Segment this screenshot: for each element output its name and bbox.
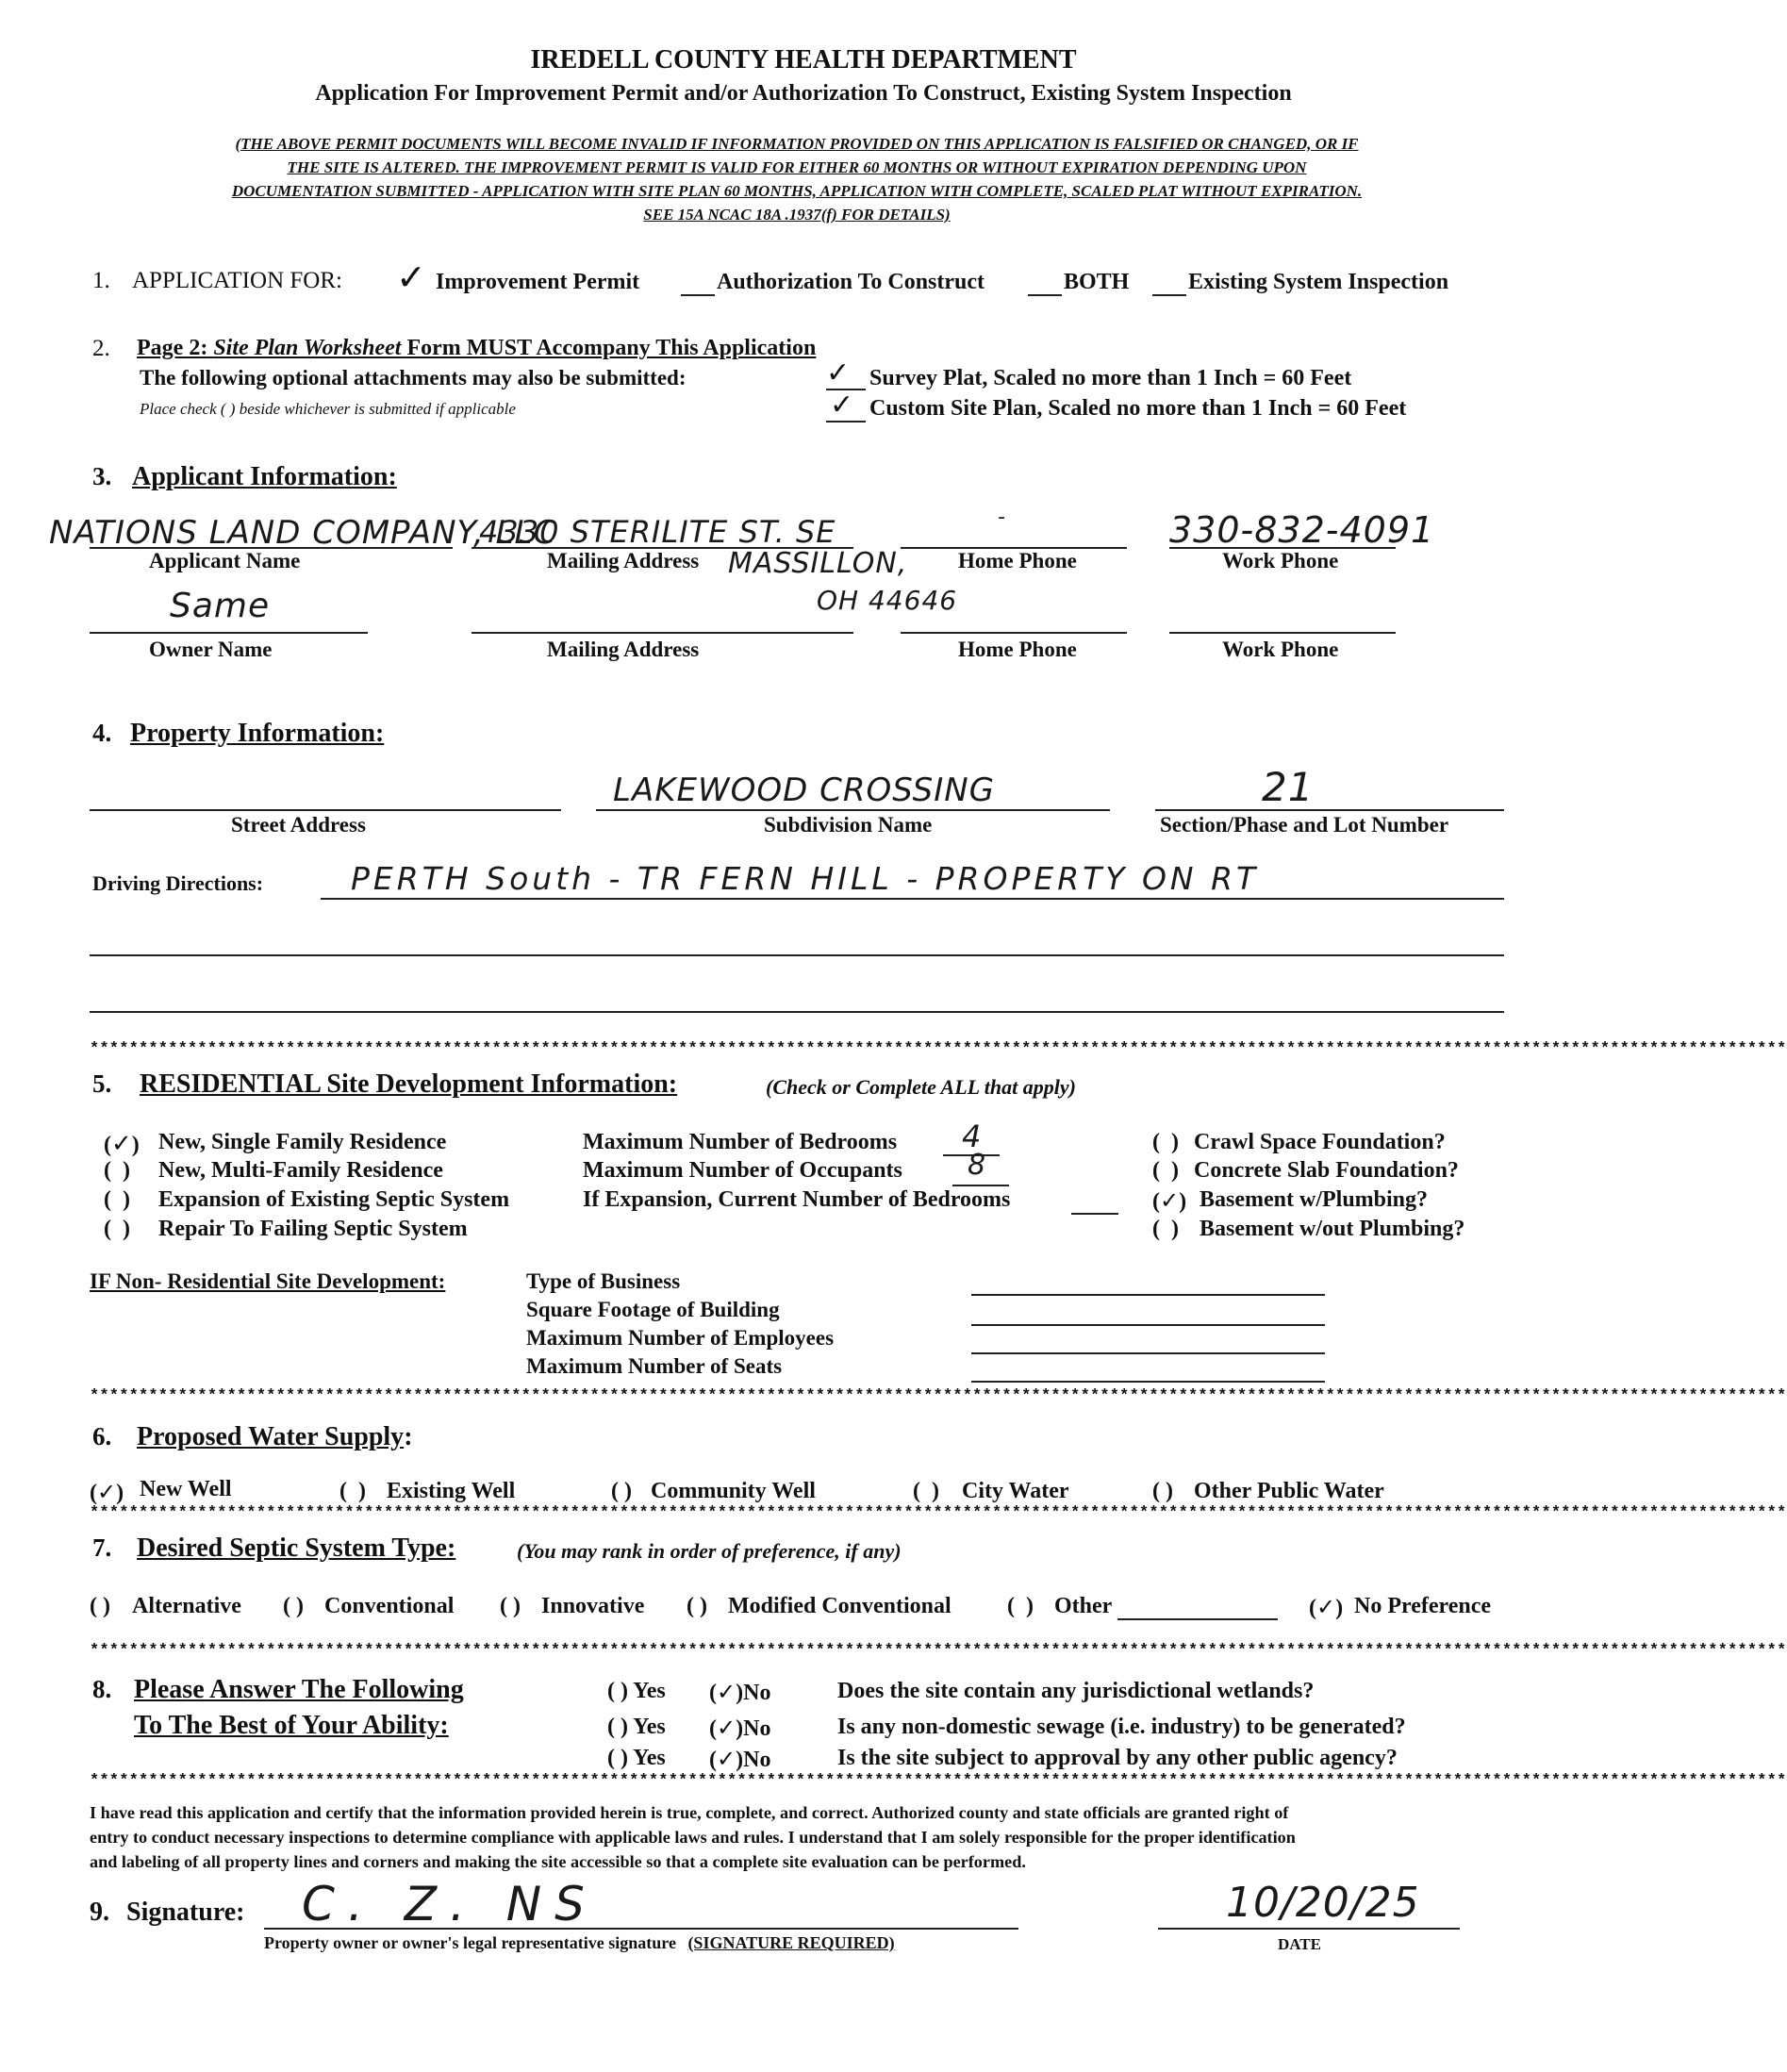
checkbox-other-public-water[interactable]: ( ) (1152, 1479, 1173, 1503)
yes-label: Yes (633, 1715, 666, 1739)
separator: ***************************************************************************************************************************************************************************** (90, 1387, 1787, 1405)
work-phone-value[interactable]: 330-832-4091 (1169, 509, 1435, 551)
checkbox-basement-no-plumbing[interactable]: ( ) (1152, 1217, 1179, 1241)
owner-name-label: Owner Name (149, 638, 273, 661)
owner-work-phone-label: Work Phone (1222, 638, 1339, 661)
type-of-business-label: Type of Business (526, 1269, 681, 1293)
questions-title-line2: To The Best of Your Ability: (134, 1711, 449, 1740)
option-existing-system-inspection[interactable]: Existing System Inspection (1188, 270, 1449, 294)
driving-directions-label: Driving Directions: (92, 871, 264, 895)
non-residential-label: IF Non- Residential Site Development: (90, 1269, 446, 1293)
basement-plumbing-check: ✓ (1160, 1187, 1180, 1214)
q1-no[interactable]: (✓)No (709, 1679, 771, 1705)
option-basement-no-plumbing: Basement w/out Plumbing? (1200, 1217, 1465, 1241)
checkbox-conventional[interactable]: ( ) (283, 1594, 304, 1618)
signature-value[interactable]: C. Z. NS (302, 1877, 598, 1931)
q2-no-check: ✓ (717, 1715, 736, 1741)
option-expansion: Expansion of Existing Septic System (158, 1187, 510, 1212)
separator: ***************************************************************************************************************************************************************************** (90, 1504, 1787, 1522)
option-both[interactable]: BOTH (1064, 270, 1130, 294)
checkbox-basement-plumbing[interactable]: (✓) (1152, 1187, 1187, 1214)
owner-home-phone-label: Home Phone (958, 638, 1077, 661)
option-community-well: Community Well (651, 1479, 816, 1503)
applicant-information-title: Applicant Information: (132, 462, 397, 491)
no-label: No (743, 1681, 771, 1705)
checkbox-repair[interactable]: ( ) (104, 1217, 130, 1241)
checkbox-modified-conventional[interactable]: ( ) (687, 1594, 707, 1618)
section-number: 3. (92, 462, 112, 490)
checkbox-innovative[interactable]: ( ) (500, 1594, 521, 1618)
signature-caption-text: Property owner or owner's legal representative signature (264, 1933, 676, 1952)
separator: ***************************************************************************************************************************************************************************** (90, 1642, 1787, 1660)
section-number: 1. (92, 268, 110, 293)
signature-caption (264, 1933, 895, 1953)
water-supply-title-text: Proposed Water Supply (137, 1422, 405, 1451)
site-plan-check[interactable]: ✓ (830, 389, 854, 422)
bedrooms-label: Maximum Number of Bedrooms (583, 1130, 898, 1154)
employees-label: Maximum Number of Employees (526, 1326, 835, 1350)
checkbox-concrete-slab[interactable]: ( ) (1152, 1158, 1179, 1183)
q2-yes[interactable]: ( ) Yes (607, 1715, 666, 1739)
occupants-value[interactable]: 8 (968, 1149, 987, 1182)
department-title: IREDELL COUNTY HEALTH DEPARTMENT (530, 45, 1077, 75)
seats-label: Maximum Number of Seats (526, 1354, 783, 1378)
checkbox-alternative[interactable]: ( ) (90, 1594, 110, 1618)
residential-note: (Check or Complete ALL that apply) (766, 1075, 1076, 1099)
option-single-family: New, Single Family Residence (158, 1130, 447, 1154)
certification-line: I have read this application and certify that the information provided herein is true, complete, and correct. Authorized county and state officials are granted right of (90, 1803, 1289, 1822)
residential-title: RESIDENTIAL Site Development Information: (140, 1069, 678, 1099)
section-number: 4. (92, 719, 112, 747)
water-supply-colon: : (404, 1422, 413, 1451)
applicant-name-value[interactable]: NATIONS LAND COMPANY, LLC (49, 514, 557, 552)
option-crawl-space: Crawl Space Foundation? (1194, 1130, 1446, 1154)
option-authorization-to-construct[interactable]: Authorization To Construct (717, 270, 985, 294)
option-new-well: New Well (140, 1477, 232, 1501)
driving-directions-value[interactable]: PERTH South - TR FERN HILL - PROPERTY ON RT (351, 860, 1260, 897)
option-no-preference: No Preference (1354, 1594, 1492, 1618)
option-modified-conventional: Modified Conventional (728, 1594, 951, 1618)
subdivision-label: Subdivision Name (764, 813, 933, 837)
signature-required: (SIGNATURE REQUIRED) (687, 1933, 895, 1952)
date-value[interactable]: 10/20/25 (1226, 1879, 1420, 1927)
q3-yes[interactable]: ( ) Yes (607, 1746, 666, 1770)
q1-no-check: ✓ (717, 1679, 736, 1705)
work-phone-label: Work Phone (1222, 549, 1339, 572)
attachment-survey-plat: Survey Plat, Scaled no more than 1 Inch = 60 Feet (869, 366, 1352, 390)
checkbox-community-well[interactable]: ( ) (611, 1479, 632, 1503)
q3-no-check: ✓ (717, 1746, 736, 1772)
checkbox-single-family[interactable]: (✓) (104, 1130, 140, 1158)
single-family-check: ✓ (111, 1130, 132, 1158)
lot-number-label: Section/Phase and Lot Number (1160, 813, 1449, 837)
option-alternative: Alternative (132, 1594, 241, 1618)
home-phone-value[interactable]: - (998, 506, 1006, 529)
checkbox-new-well[interactable]: (✓) (90, 1479, 124, 1505)
question-sewage: Is any non-domestic sewage (i.e. industry) to be generated? (837, 1715, 1406, 1739)
section-number: 2. (92, 336, 110, 361)
warning-line: (THE ABOVE PERMIT DOCUMENTS WILL BECOME INVALID IF INFORMATION PROVIDED ON THIS APPLICATION IS FALSIFIED OR CHANGED, OR IF (235, 135, 1359, 153)
checkbox-crawl-space[interactable]: ( ) (1152, 1130, 1179, 1154)
q3-no[interactable]: (✓)No (709, 1746, 771, 1772)
checkbox-expansion[interactable]: ( ) (104, 1187, 130, 1212)
option-conventional: Conventional (324, 1594, 455, 1618)
option-other: Other (1054, 1594, 1113, 1618)
new-well-check: ✓ (97, 1479, 117, 1505)
mailing-address-label: Mailing Address (547, 549, 700, 572)
square-footage-label: Square Footage of Building (526, 1298, 780, 1321)
home-phone-label: Home Phone (958, 549, 1077, 572)
option-improvement-permit[interactable]: Improvement Permit (436, 270, 640, 294)
section-number: 7. (92, 1533, 112, 1562)
occupants-label: Maximum Number of Occupants (583, 1158, 902, 1183)
certification-line: and labeling of all property lines and corners and making the site accessible so that a complete site evaluation can be performed. (90, 1852, 1026, 1871)
option-basement-plumbing: Basement w/Plumbing? (1200, 1187, 1429, 1212)
yes-label: Yes (633, 1679, 666, 1703)
no-label: No (743, 1748, 771, 1772)
q1-yes[interactable]: ( ) Yes (607, 1679, 666, 1703)
option-city-water: City Water (962, 1479, 1069, 1503)
checkbox-city-water[interactable]: ( ) (913, 1479, 939, 1503)
yes-label: Yes (633, 1746, 666, 1770)
owner-mailing-address-label: Mailing Address (547, 638, 700, 661)
page-label: Page 2: (137, 336, 208, 360)
warning-line: THE SITE IS ALTERED. THE IMPROVEMENT PERMIT IS VALID FOR EITHER 60 MONTHS OR WITHOUT EXPIRATION DEPENDING UPON (287, 158, 1307, 176)
question-public-agency: Is the site subject to approval by any other public agency? (837, 1746, 1398, 1770)
warning-line: SEE 15A NCAC 18A .1937(f) FOR DETAILS) (643, 206, 951, 224)
bedrooms-value[interactable]: 4 (962, 1119, 983, 1154)
option-innovative: Innovative (541, 1594, 645, 1618)
mailing-address-value[interactable]: 4330 STERILITE ST. SE (479, 514, 836, 550)
certification-line: entry to conduct necessary inspections to determine compliance with applicable laws and rules. I understand that I am solely responsible for the proper identification (90, 1828, 1296, 1847)
no-preference-check: ✓ (1316, 1594, 1336, 1620)
septic-type-title: Desired Septic System Type: (137, 1533, 456, 1563)
improvement-permit-check[interactable]: ✓ (396, 257, 426, 298)
no-label: No (743, 1716, 771, 1741)
survey-plat-check[interactable]: ✓ (826, 356, 851, 390)
subdivision-value[interactable]: LAKEWOOD CROSSING (613, 771, 995, 809)
mailing-state-zip[interactable]: OH 44646 (817, 585, 958, 616)
date-label: DATE (1278, 1935, 1321, 1953)
owner-name-value[interactable]: Same (170, 587, 271, 625)
street-address-label: Street Address (231, 813, 366, 837)
section-number: 6. (92, 1422, 112, 1450)
option-multi-family: New, Multi-Family Residence (158, 1158, 443, 1183)
q2-no[interactable]: (✓)No (709, 1715, 771, 1741)
section-number: 5. (92, 1069, 112, 1098)
questions-title-line1: Please Answer The Following (134, 1675, 464, 1704)
application-for-label: APPLICATION FOR: (132, 268, 342, 293)
checkbox-existing-well[interactable]: ( ) (339, 1479, 366, 1503)
signature-label: Signature: (126, 1898, 245, 1927)
lot-number-value[interactable]: 21 (1262, 764, 1315, 810)
checkbox-other[interactable]: ( ) (1007, 1594, 1034, 1618)
section-number: 9. (90, 1898, 109, 1927)
option-repair: Repair To Failing Septic System (158, 1217, 468, 1241)
water-supply-title (137, 1422, 413, 1452)
form-name: Site Plan Worksheet (213, 336, 402, 360)
option-existing-well: Existing Well (387, 1479, 516, 1503)
current-bedrooms-label: If Expansion, Current Number of Bedrooms (583, 1187, 1011, 1212)
checkbox-multi-family[interactable]: ( ) (104, 1158, 130, 1183)
separator: ***************************************************************************************************************************************************************************** (90, 1772, 1787, 1790)
mailing-city[interactable]: MASSILLON, (728, 547, 908, 580)
place-check-note: Place check ( ) beside whichever is submitted if applicable (140, 400, 516, 418)
option-concrete-slab: Concrete Slab Foundation? (1194, 1158, 1459, 1183)
separator: ***************************************************************************************************************************************************************************** (90, 1040, 1787, 1058)
option-other-public-water: Other Public Water (1194, 1479, 1384, 1503)
applicant-name-label: Applicant Name (149, 549, 301, 572)
checkbox-no-preference[interactable]: (✓) (1309, 1594, 1344, 1620)
form-subtitle: Application For Improvement Permit and/or Authorization To Construct, Existing System Inspection (315, 81, 1292, 106)
property-information-title: Property Information: (130, 719, 385, 748)
section-number: 8. (92, 1675, 112, 1703)
warning-line: DOCUMENTATION SUBMITTED - APPLICATION WITH SITE PLAN 60 MONTHS, APPLICATION WITH COMPLETE, SCALED PLAT WITHOUT EXPIRATION. (231, 182, 1363, 200)
site-plan-heading (137, 336, 816, 361)
heading-rest: Form MUST Accompany This Application (406, 336, 817, 360)
optional-attachments-text: The following optional attachments may also be submitted: (140, 366, 687, 390)
septic-type-note: (You may rank in order of preference, if any) (517, 1539, 902, 1563)
question-wetlands: Does the site contain any jurisdictional wetlands? (837, 1679, 1315, 1703)
attachment-custom-site-plan: Custom Site Plan, Scaled no more than 1 Inch = 60 Feet (869, 396, 1407, 421)
